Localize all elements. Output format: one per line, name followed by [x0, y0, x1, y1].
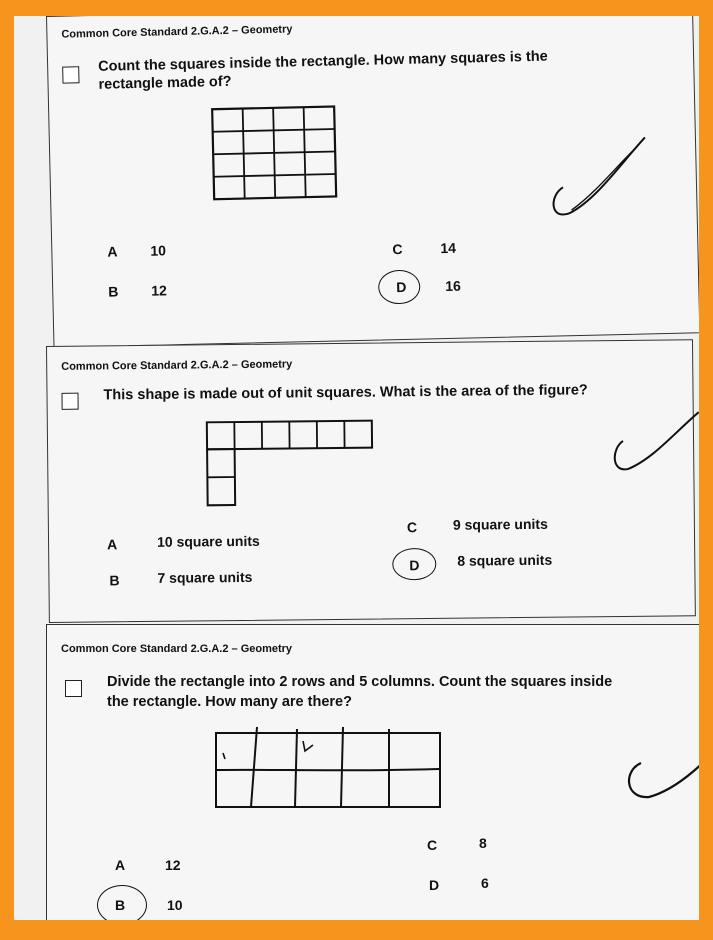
question-checkbox[interactable] — [65, 680, 82, 697]
rectangle-grid-figure — [211, 105, 337, 200]
answer-circle-mark — [392, 548, 436, 580]
choice-c-value: 9 square units — [452, 515, 548, 533]
choice-b-value: 10 — [167, 897, 183, 913]
choice-c-letter[interactable]: C — [392, 240, 403, 258]
choice-b-value: 7 square units — [157, 568, 253, 586]
choice-c-value: 14 — [440, 239, 457, 257]
worksheet-page — [14, 16, 699, 920]
choice-c-letter[interactable]: C — [427, 837, 438, 853]
standard-label: Common Core Standard 2.G.A.2 – Geometry — [61, 358, 293, 373]
question-text-line2: the rectangle. How many are there? — [107, 694, 352, 710]
question-text-line1: Divide the rectangle into 2 rows and 5 columns. Count the squares inside — [107, 674, 613, 690]
choice-b-letter[interactable]: B — [109, 572, 120, 589]
choice-d-letter[interactable]: D — [409, 557, 420, 574]
choice-d-letter[interactable]: D — [396, 278, 407, 296]
choice-b-value: 12 — [151, 282, 168, 299]
standard-label: Common Core Standard 2.G.A.2 – Geometry — [61, 643, 293, 655]
answer-circle-mark — [97, 885, 147, 920]
choice-a-value: 12 — [165, 857, 181, 873]
choice-d-value: 6 — [481, 875, 489, 891]
question-text-line1: Count the squares inside the rectangle. How many squares is the — [97, 48, 548, 75]
l-shape-figure — [206, 420, 377, 510]
checkmark-icon — [619, 725, 699, 815]
choice-d-letter[interactable]: D — [429, 877, 440, 893]
choice-a-letter[interactable]: A — [107, 243, 118, 260]
answer-circle-mark — [378, 270, 421, 305]
choice-c-letter[interactable]: C — [406, 519, 418, 536]
question-card-2 — [46, 339, 696, 623]
choice-b-letter[interactable]: B — [108, 283, 119, 300]
choice-c-value: 8 — [479, 835, 487, 851]
choice-d-value: 16 — [445, 277, 461, 295]
question-card-1 — [46, 16, 699, 348]
choice-a-value: 10 — [150, 242, 167, 259]
checkmark-icon — [603, 410, 699, 491]
choice-b-letter[interactable]: B — [115, 897, 126, 913]
choice-a-letter[interactable]: A — [115, 857, 126, 873]
divided-rectangle-figure — [215, 725, 445, 809]
checkmark-icon — [540, 133, 652, 230]
question-checkbox[interactable] — [61, 393, 78, 410]
question-card-3 — [46, 624, 699, 920]
choice-a-letter[interactable]: A — [106, 536, 118, 553]
choice-d-value: 8 square units — [457, 551, 553, 569]
question-text-line1: This shape is made out of unit squares. What is the area of the figure? — [103, 382, 588, 404]
choice-a-value: 10 square units — [156, 532, 260, 550]
question-text-line2: rectangle made of? — [98, 73, 232, 93]
question-checkbox[interactable] — [62, 66, 79, 83]
standard-label: Common Core Standard 2.G.A.2 – Geometry — [61, 23, 293, 41]
